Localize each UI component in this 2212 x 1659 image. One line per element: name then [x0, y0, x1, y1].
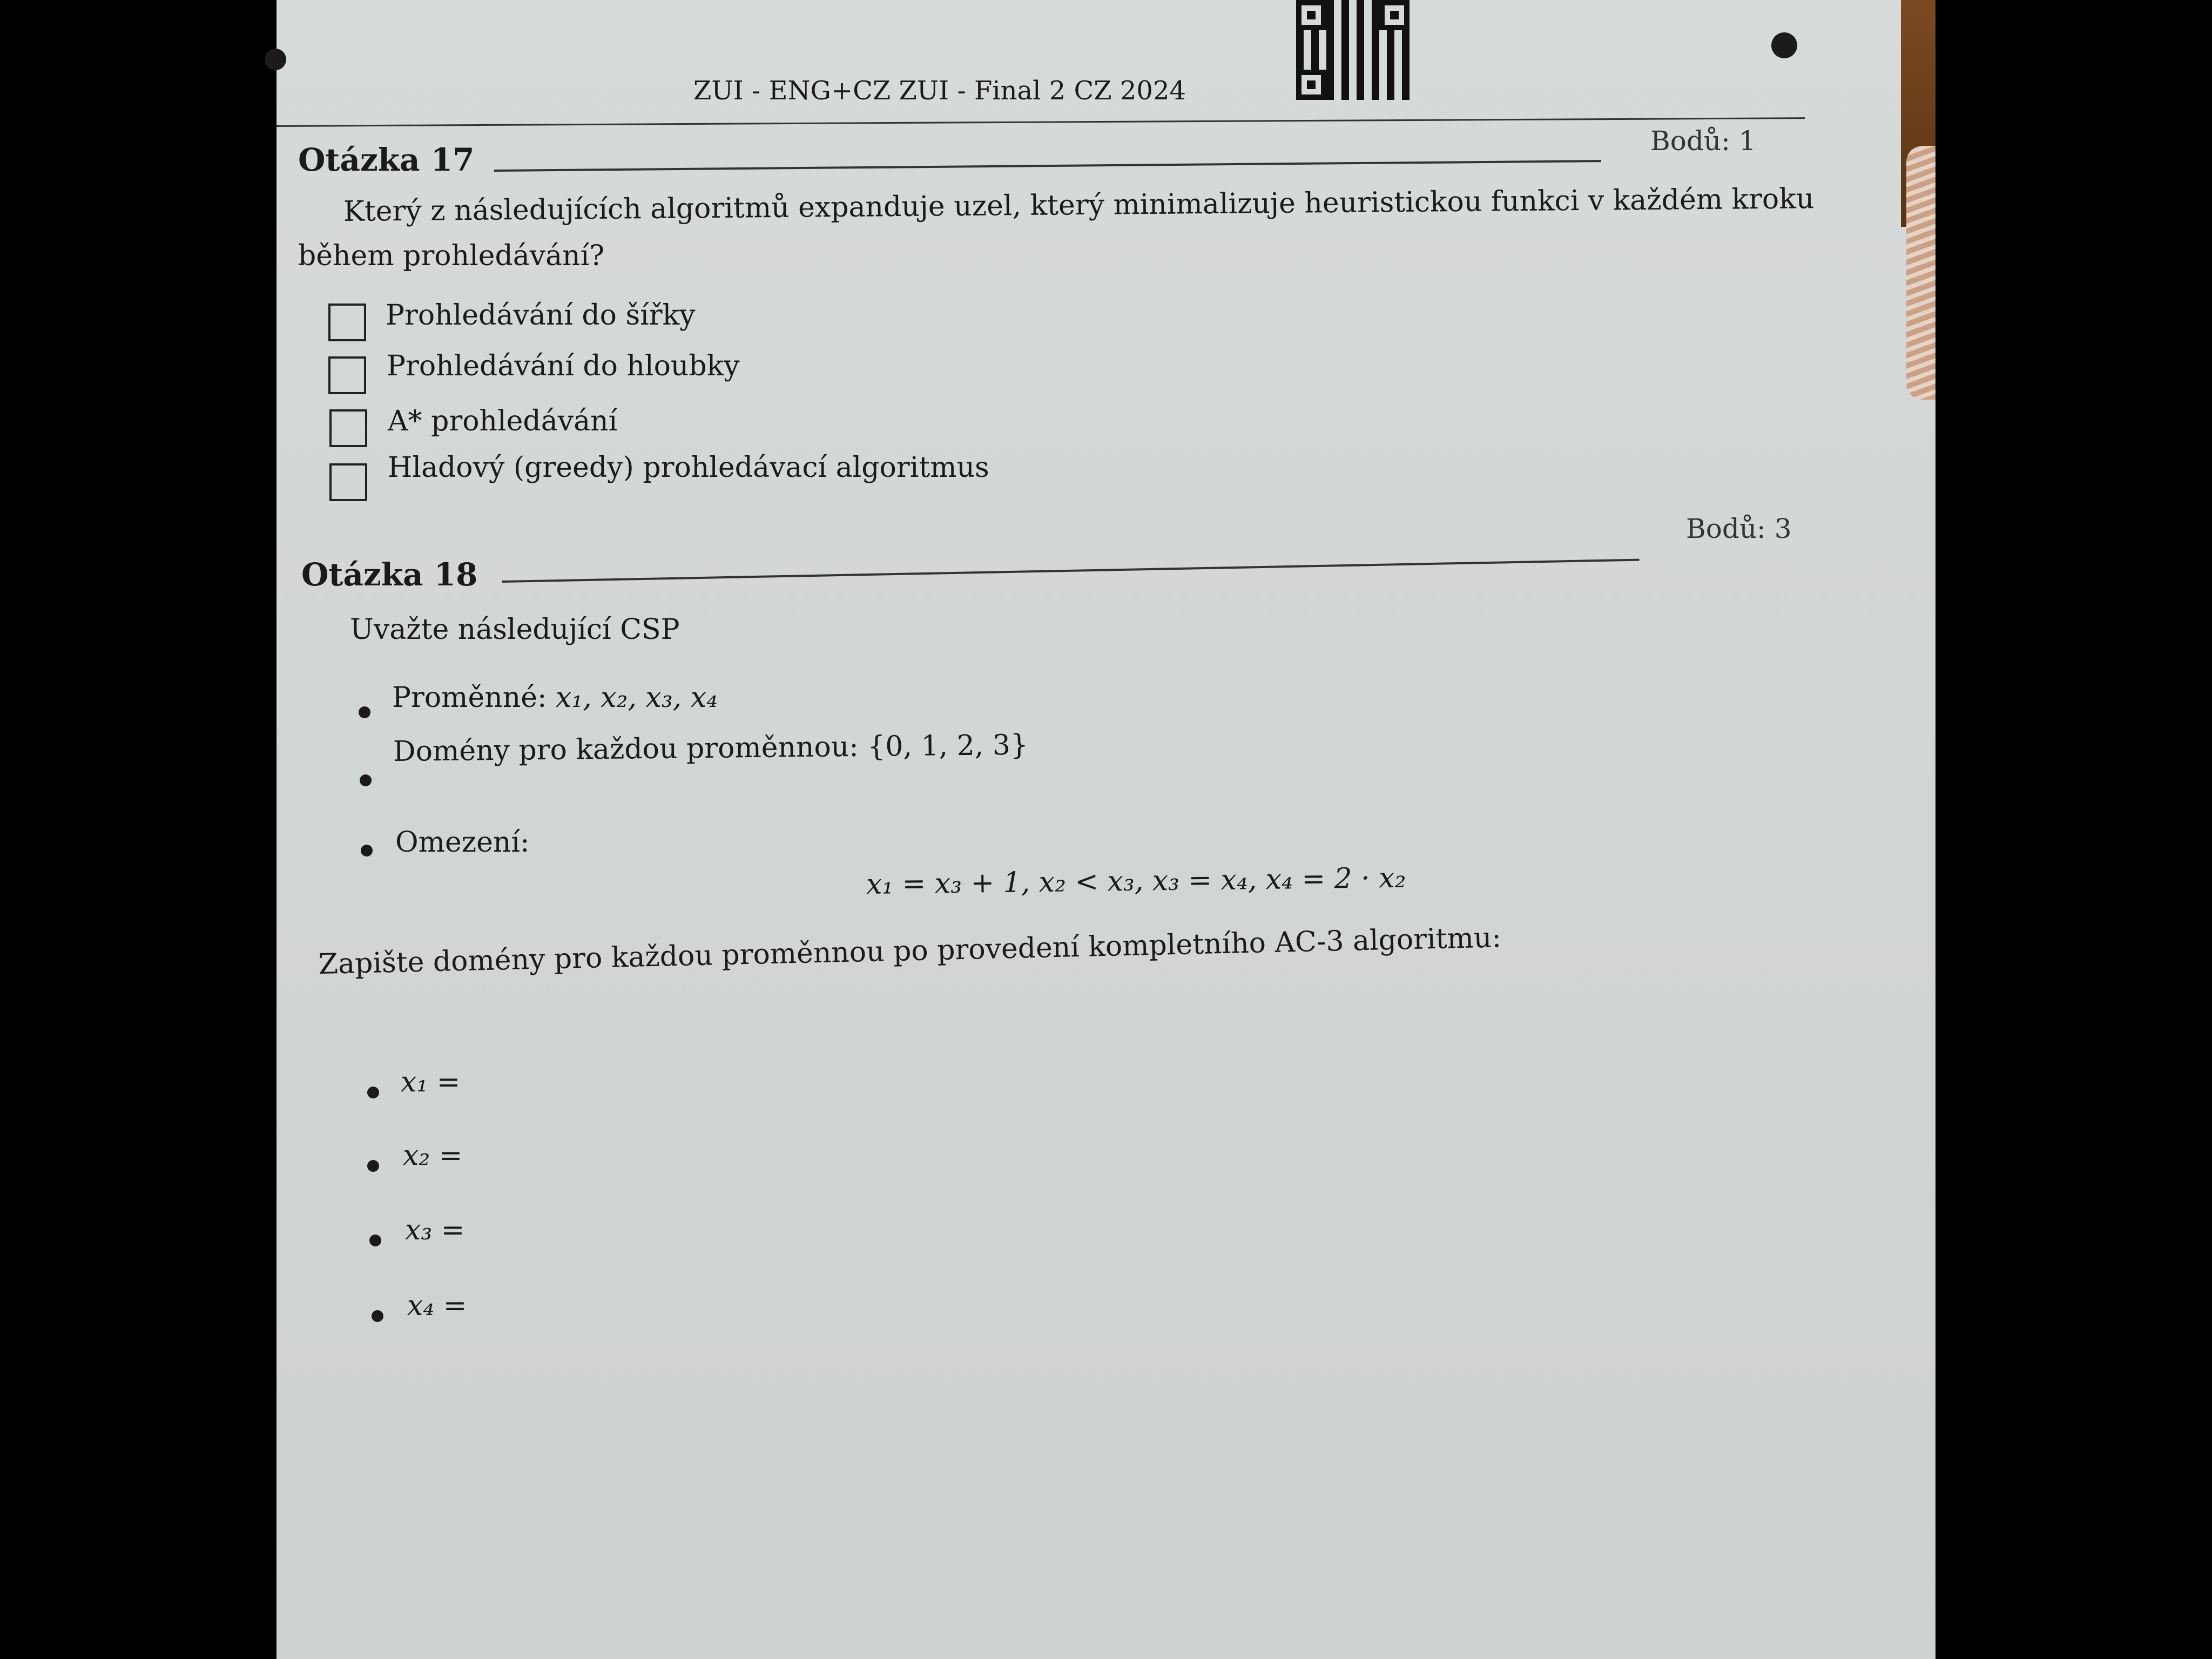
domains-label: Domény pro každou proměnnou:	[393, 730, 868, 768]
option-label-astar: A* prohledávání	[388, 405, 618, 437]
question-18-title: Otázka 18	[301, 556, 478, 593]
answer-x2[interactable]: x₂ =	[403, 1139, 463, 1172]
exam-header: ZUI - ENG+CZ ZUI - Final 2 CZ 2024	[693, 76, 1186, 106]
bullet	[367, 1160, 379, 1172]
punch-hole	[1771, 32, 1797, 58]
answer-x1[interactable]: x₁ =	[401, 1066, 461, 1098]
bullet	[359, 706, 370, 718]
option-checkbox-astar[interactable]	[329, 409, 367, 447]
question-17-prompt-line2: během prohledávání?	[298, 240, 605, 272]
question-18-intro: Uvažte následující CSP	[350, 613, 680, 646]
question-17-points: Bodů: 1	[1650, 125, 1756, 157]
bullet	[369, 1235, 381, 1246]
bullet	[372, 1310, 383, 1322]
variables-label: Proměnné:	[392, 682, 556, 714]
constraints-label: Omezení:	[395, 826, 530, 859]
tape-roll	[1906, 146, 1936, 400]
option-label-greedy: Hladový (greedy) prohledávací algoritmus	[388, 451, 989, 484]
option-label-dfs: Prohledávání do hloubky	[387, 350, 740, 382]
qr-code-icon	[1296, 0, 1410, 100]
question-18-points: Bodů: 3	[1686, 513, 1792, 544]
option-checkbox-bfs[interactable]	[328, 304, 366, 341]
constraint-formula: x₁ = x₃ + 1, x₂ < x₃, x₃ = x₄, x₄ = 2 · x₂	[866, 861, 1406, 901]
answer-x4[interactable]: x₄ =	[407, 1290, 467, 1322]
option-label-bfs: Prohledávání do šířky	[386, 299, 696, 332]
question-17-title: Otázka 17	[298, 141, 475, 178]
option-checkbox-greedy[interactable]	[329, 463, 367, 501]
bullet	[360, 774, 372, 786]
variables-math: x₁, x₂, x₃, x₄	[556, 682, 718, 714]
question-18-instruction: Zapište domény pro každou proměnnou po provedení kompletního AC-3 algoritmu:	[318, 921, 1502, 981]
bullet	[361, 845, 373, 857]
domains-item	[393, 729, 1029, 768]
bullet	[367, 1087, 379, 1098]
domains-math: {0, 1, 2, 3}	[867, 729, 1029, 763]
option-checkbox-dfs[interactable]	[328, 356, 366, 394]
answer-x3[interactable]: x₃ =	[405, 1214, 465, 1246]
question-17-prompt-line1: Který z následujících algoritmů expanduje uzel, který minimalizuje heuristickou funkci v každém kroku	[343, 183, 1815, 228]
punch-hole	[265, 49, 286, 70]
variables-item	[392, 682, 718, 714]
